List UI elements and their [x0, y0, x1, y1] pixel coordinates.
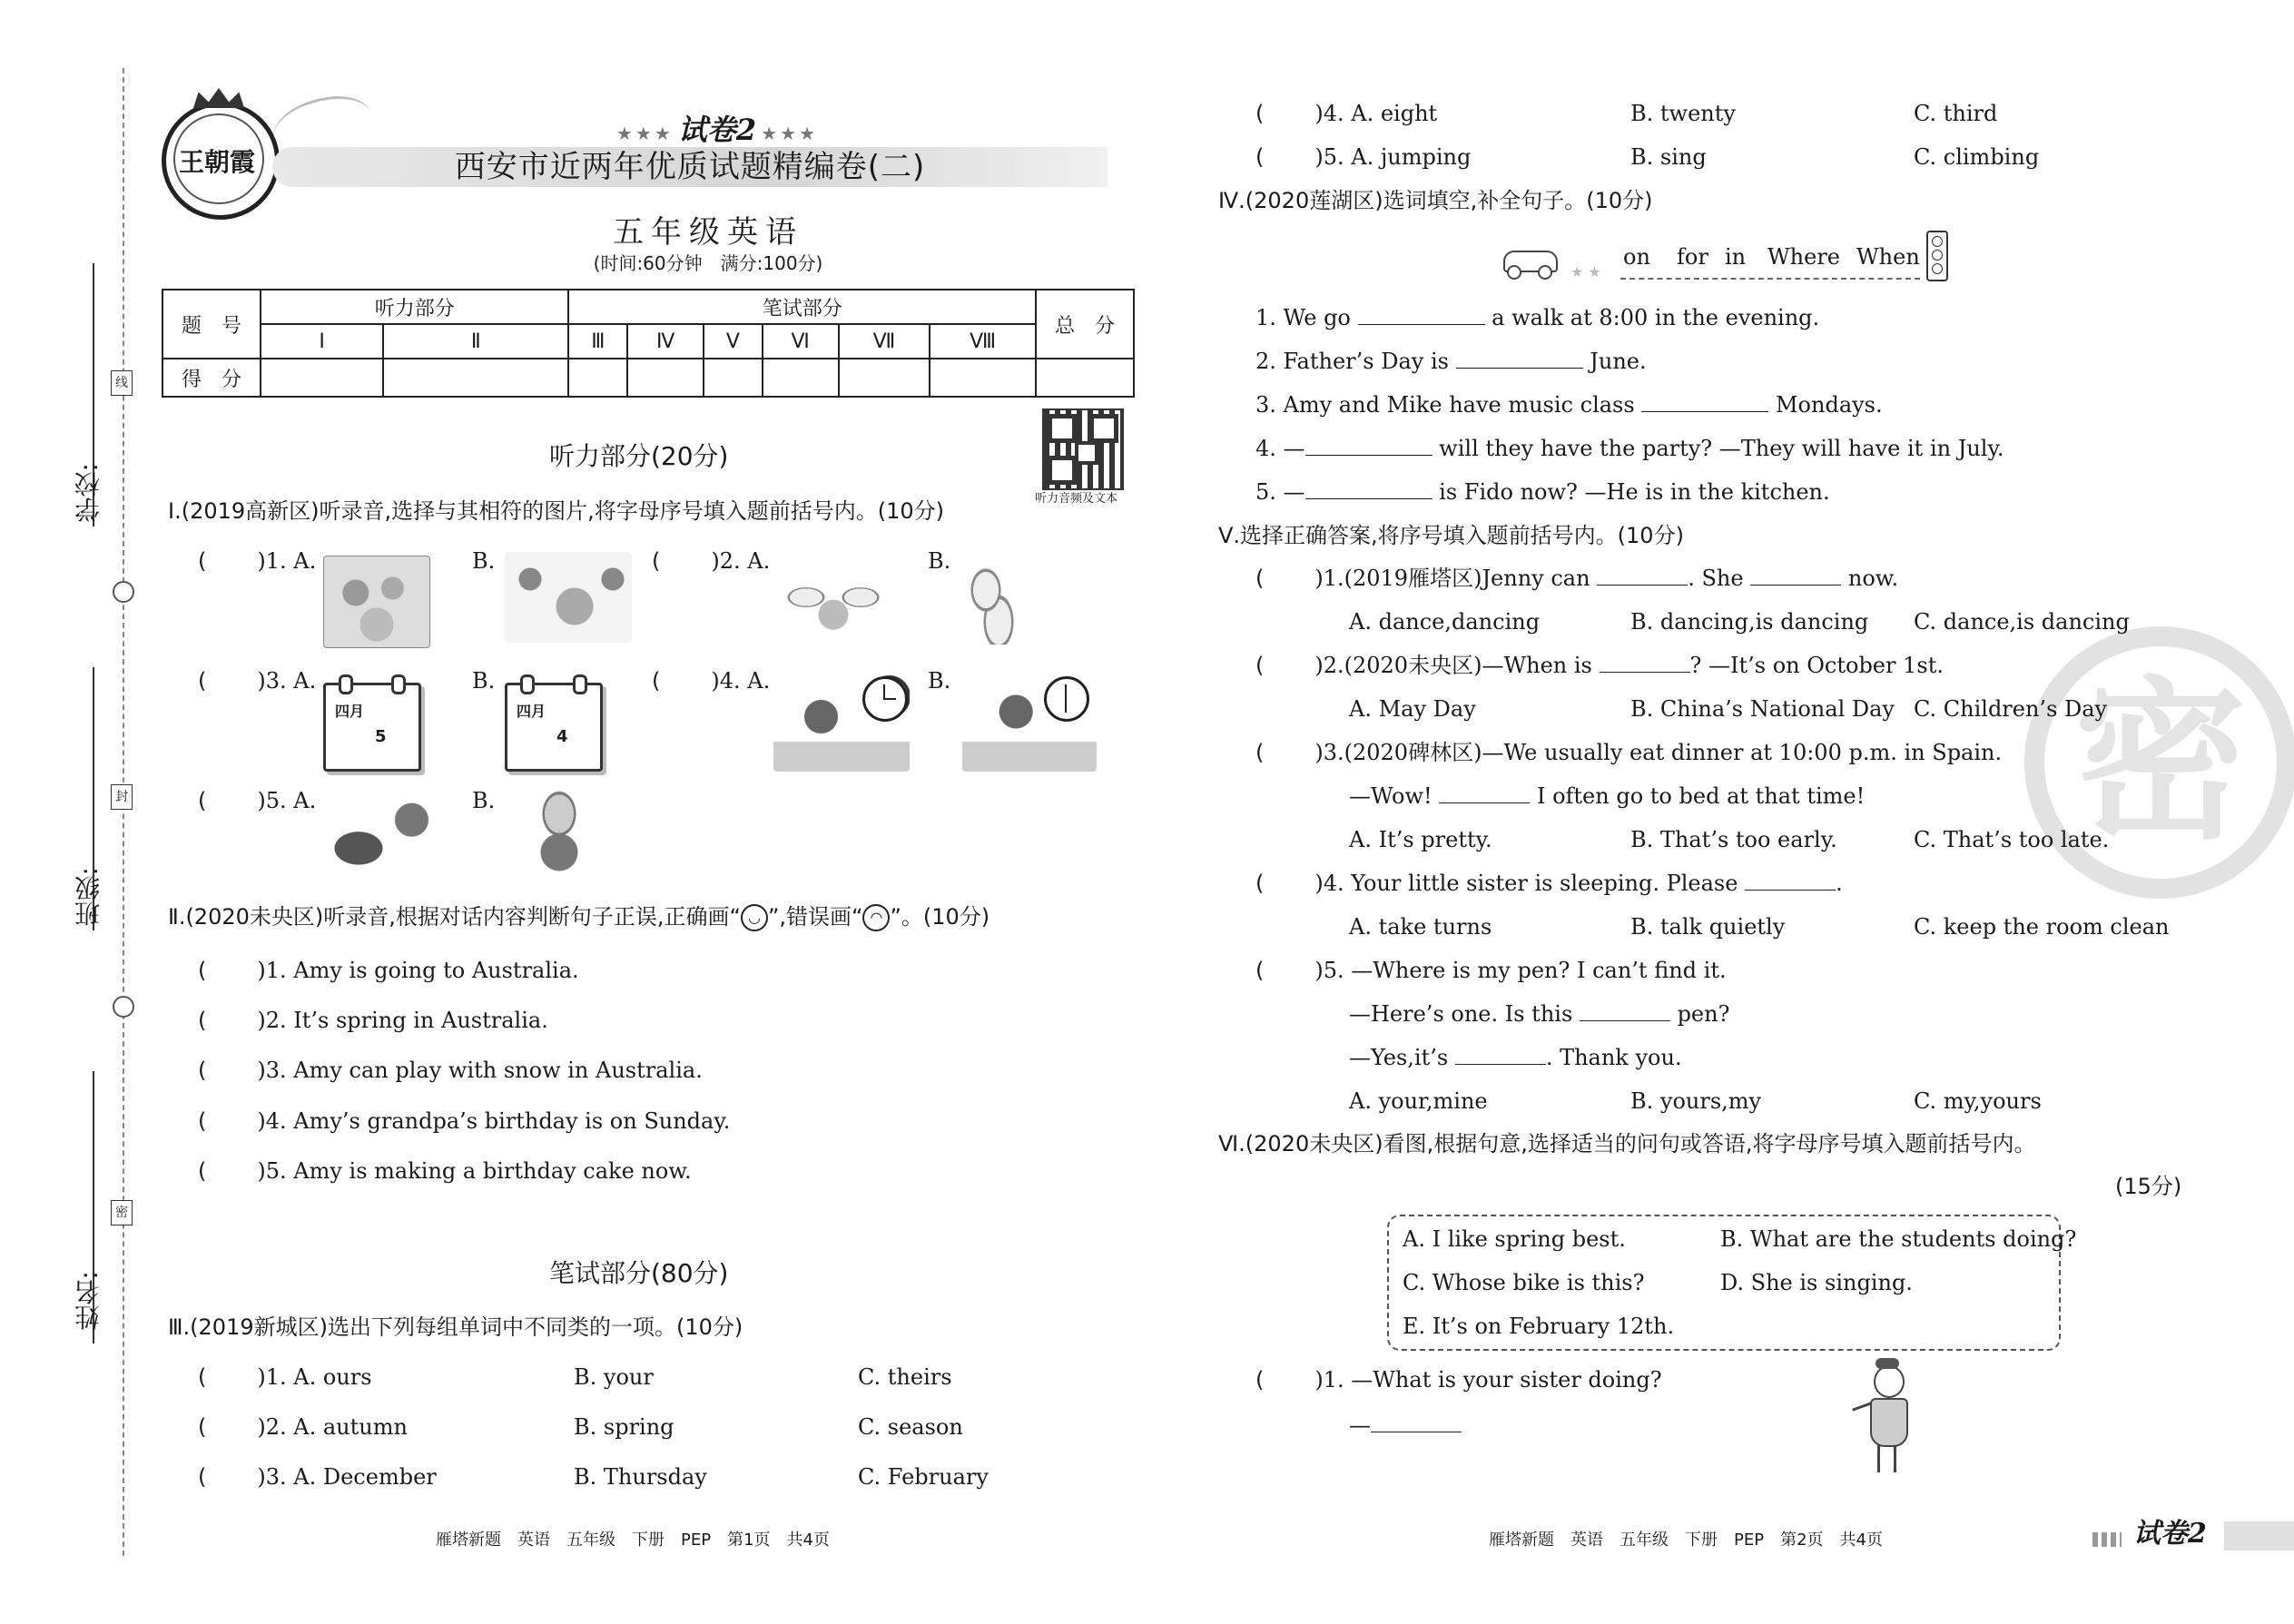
s5-q1-b: B. dancing,is dancing: [1630, 609, 1869, 635]
s5-q5: ( )5. —Where is my pen? I can’t find it.: [1255, 958, 1727, 983]
s4-item4: 4. — will they have the party? —They will have it in July.: [1255, 436, 2004, 461]
score-cell[interactable]: [839, 359, 930, 397]
footer-right: 雁塔新题 英语 五年级 下册 PEP 第2页 共4页: [1489, 1530, 1883, 1550]
score-cell[interactable]: [383, 359, 568, 397]
s3-item3-b: B. Thursday: [574, 1464, 707, 1490]
series-label: ★★★ 试卷2 ★★★: [615, 113, 819, 147]
calendar-a-month: 四月: [335, 703, 365, 720]
s5-q5-line2: —Here’s one. Is this pen?: [1349, 1001, 1730, 1027]
mark-feng: 封: [111, 784, 133, 810]
footer-badge: 试卷2: [2133, 1518, 2207, 1550]
s1-item5: ( )5. A.: [198, 788, 317, 813]
s1-item2-b: B.: [928, 548, 951, 574]
word-when: When: [1856, 244, 1920, 270]
s3-item1-c: C. theirs: [858, 1364, 952, 1390]
answer-blank[interactable]: [1580, 1000, 1670, 1021]
calendar-a-day: 5: [375, 727, 387, 746]
calendar-b: [505, 683, 603, 772]
s1-item3-b: B.: [472, 668, 496, 694]
score-col-1: Ⅰ: [261, 324, 383, 359]
car-icon: [1498, 245, 1561, 278]
word-for: for: [1677, 244, 1708, 270]
footer-badge-decoration: [2092, 1532, 2122, 1547]
score-col-5: Ⅴ: [704, 324, 762, 359]
smile-face-icon: ◡: [741, 904, 768, 931]
sad-face-icon: ◠: [862, 904, 890, 931]
logo-crown-icon: [193, 88, 244, 108]
option-b: B. What are the students doing?: [1720, 1226, 2077, 1252]
s5-q1-c: C. dance,is dancing: [1914, 609, 2130, 635]
picture-girl-with-kangaroo: [505, 790, 614, 886]
answer-blank[interactable]: [1439, 782, 1530, 803]
traffic-light-icon: [1926, 231, 1948, 281]
clock-icon: [1044, 676, 1089, 722]
section4-heading: Ⅳ.(2020莲湖区)选词填空,补全句子。(10分): [1218, 188, 1653, 213]
s5-q4-a: A. take turns: [1349, 914, 1492, 940]
picture-boy-with-dog: [323, 792, 441, 886]
option-a: A. I like spring best.: [1403, 1226, 1626, 1252]
calendar-a: [323, 683, 421, 772]
answer-blank[interactable]: [1750, 565, 1841, 586]
logo-text: 王朝霞: [178, 147, 255, 177]
clock-icon: [862, 676, 908, 722]
score-row-label: 得 分: [162, 359, 261, 397]
option-c: C. Whose bike is this?: [1403, 1270, 1645, 1295]
s3-item1-b: B. your: [574, 1364, 654, 1390]
s3-item2: ( )2. A. autumn: [198, 1414, 408, 1440]
s4-item2: 2. Father’s Day is June.: [1255, 349, 1647, 374]
s2-item5: ( )5. Amy is making a birthday cake now.: [198, 1158, 692, 1184]
listening-part-label: 听力部分: [261, 290, 568, 324]
s2-item3: ( )3. Amy can play with snow in Australia.: [198, 1058, 703, 1083]
option-d: D. She is singing.: [1720, 1270, 1913, 1295]
s5-q5-c: C. my,yours: [1914, 1088, 2042, 1114]
answer-blank[interactable]: [1745, 870, 1836, 891]
answer-blank[interactable]: [1455, 1044, 1546, 1065]
s5-q3-a: A. It’s pretty.: [1349, 827, 1492, 852]
s3-item5-b: B. sing: [1630, 144, 1707, 170]
s1-item1-b: B.: [472, 548, 496, 574]
option-e: E. It’s on February 12th.: [1403, 1314, 1675, 1339]
s3-item5-c: C. climbing: [1914, 144, 2040, 170]
s3-item1: ( )1. A. ours: [198, 1364, 372, 1390]
binding-margin: [0, 0, 154, 1624]
word-bank: [1620, 241, 1920, 280]
s2-item2: ( )2. It’s spring in Australia.: [198, 1008, 548, 1033]
s4-item5: 5. — is Fido now? —He is in the kitchen.: [1255, 479, 1830, 505]
picture-girl-singing: [1852, 1362, 1925, 1480]
s1-item3: ( )3. A.: [198, 668, 317, 694]
total-score-cell[interactable]: [1036, 359, 1134, 397]
stars-decoration: ★ ★: [1570, 263, 1601, 281]
total-label: 总 分: [1036, 290, 1134, 359]
s5-q3-b: B. That’s too early.: [1630, 827, 1837, 852]
answer-blank[interactable]: [1305, 478, 1433, 499]
picture-rabbits-ball: [779, 554, 888, 641]
answer-blank[interactable]: [1456, 348, 1583, 369]
name-label: 姓名:: [74, 1271, 103, 1331]
school-label: 学校:: [74, 463, 103, 523]
s3-item4-c: C. third: [1914, 101, 1998, 126]
picture-people-gardening: [505, 552, 632, 643]
calendar-b-day: 4: [556, 727, 568, 746]
writing-part-label: 笔试部分: [568, 290, 1036, 324]
s5-q5-a: A. your,mine: [1349, 1088, 1488, 1114]
mark-xian: 线: [111, 370, 133, 396]
binding-hole-2: [113, 996, 134, 1018]
picture-family-picnic: [323, 556, 430, 648]
score-cell[interactable]: [261, 359, 383, 397]
score-table-header-label: 题 号: [162, 290, 261, 359]
s3-item2-b: B. spring: [574, 1414, 674, 1440]
score-table: [162, 289, 1135, 398]
score-col-3: Ⅲ: [568, 324, 627, 359]
score-col-4: Ⅳ: [627, 324, 704, 359]
calendar-b-month: 四月: [517, 703, 546, 720]
section5-heading: Ⅴ.选择正确答案,将序号填入题前括号内。(10分): [1218, 523, 1684, 548]
qr-caption: 听力音频及文本: [1035, 492, 1118, 506]
paper-title: 西安市近两年优质试题精编卷(二): [454, 149, 926, 185]
s3-item3-c: C. February: [858, 1464, 989, 1490]
fold-line: [123, 68, 124, 1556]
score-cell[interactable]: [763, 359, 839, 397]
s1-item5-b: B.: [472, 788, 496, 813]
section6-points: (15分): [2115, 1174, 2182, 1199]
s5-q4-c: C. keep the room clean: [1914, 914, 2170, 940]
writing-title: 笔试部分(80分): [549, 1258, 729, 1288]
s5-q2: ( )2.(2020未央区)—When is ? —It’s on October 1st.: [1255, 653, 1944, 678]
s5-q4-b: B. talk quietly: [1630, 914, 1786, 940]
s5-q3-c: C. That’s too late.: [1914, 827, 2110, 852]
s1-item4: ( )4. A.: [652, 668, 771, 694]
logo: [162, 102, 280, 220]
mark-mi: 密: [111, 1200, 133, 1225]
s5-q3-line2: —Wow! I often go to bed at that time!: [1349, 783, 1866, 809]
s5-q5-line3: —Yes,it’s . Thank you.: [1349, 1045, 1682, 1070]
section2-heading: Ⅱ.(2020未央区)听录音,根据对话内容判断句子正误,正确画“ ◡ ”,错误画“ ◠ ”。(10分): [168, 904, 990, 930]
answer-blank[interactable]: [1305, 435, 1433, 456]
s5-q2-b: B. China’s National Day: [1630, 696, 1895, 722]
s4-item1: 1. We go a walk at 8:00 in the evening.: [1255, 305, 1820, 330]
s3-item2-c: C. season: [858, 1414, 963, 1440]
score-col-2: Ⅱ: [383, 324, 568, 359]
answer-blank[interactable]: [1597, 565, 1688, 586]
section6-heading: Ⅵ.(2020未央区)看图,根据句意,选择适当的问句或答语,将字母序号填入题前括号内。: [1218, 1131, 2036, 1156]
listening-title: 听力部分(20分): [549, 441, 729, 471]
s6-q1: ( )1. —What is your sister doing?: [1255, 1367, 1662, 1393]
s3-item4-b: B. twenty: [1630, 101, 1736, 126]
score-cell[interactable]: [627, 359, 704, 397]
score-col-8: Ⅷ: [930, 324, 1036, 359]
s2-item1: ( )1. Amy is going to Australia.: [198, 958, 579, 983]
time-info: (时间:60分钟 满分:100分): [593, 252, 823, 274]
s5-q4: ( )4. Your little sister is sleeping. Please .: [1255, 871, 1843, 896]
s5-q1-a: A. dance,dancing: [1349, 609, 1541, 635]
s5-q3: ( )3.(2020碑林区)—We usually eat dinner at 10:00 p.m. in Spain.: [1255, 740, 2003, 765]
score-col-7: Ⅶ: [839, 324, 930, 359]
qr-code-icon[interactable]: [1042, 408, 1124, 490]
score-cell[interactable]: [704, 359, 762, 397]
binding-hole-1: [113, 581, 134, 603]
word-on: on: [1623, 244, 1650, 270]
s5-q2-a: A. May Day: [1349, 696, 1476, 722]
s1-item2: ( )2. A.: [652, 548, 771, 574]
word-where: Where: [1767, 244, 1841, 270]
watermark-seal: [2024, 626, 2294, 899]
s1-item4-b: B.: [928, 668, 951, 694]
s5-q5-b: B. yours,my: [1630, 1088, 1762, 1114]
watermark-text: 密: [2073, 662, 2247, 862]
section1-heading: Ⅰ.(2019高新区)听录音,选择与其相符的图片,将字母序号填入题前括号内。(10分): [168, 498, 945, 524]
score-cell[interactable]: [568, 359, 627, 397]
s5-q2-c: C. Children’s Day: [1914, 696, 2108, 722]
footer-badge-bar: [2224, 1521, 2294, 1550]
s3-item5: ( )5. A. jumping: [1255, 144, 1472, 170]
s1-item1: ( )1. A.: [198, 548, 317, 574]
class-label: 班级:: [74, 867, 103, 927]
section3-heading: Ⅲ.(2019新城区)选出下列每组单词中不同类的一项。(10分): [168, 1314, 743, 1340]
s4-item3: 3. Amy and Mike have music class Mondays.: [1255, 392, 1883, 418]
footer-left: 雁塔新题 英语 五年级 下册 PEP 第1页 共4页: [436, 1530, 830, 1550]
answer-blank[interactable]: [1600, 652, 1690, 673]
answer-blank[interactable]: [1371, 1412, 1462, 1432]
answer-blank[interactable]: [1641, 391, 1768, 412]
s2-item4: ( )4. Amy’s grandpa’s birthday is on Sunday.: [198, 1108, 731, 1134]
score-col-6: Ⅵ: [763, 324, 839, 359]
answer-blank[interactable]: [1358, 304, 1485, 325]
picture-rabbits-jumping: [960, 554, 1024, 645]
s3-item4: ( )4. A. eight: [1255, 101, 1438, 126]
subject-title: 五年级英语: [613, 214, 803, 251]
score-cell[interactable]: [930, 359, 1036, 397]
word-in: in: [1725, 244, 1747, 270]
s3-item3: ( )3. A. December: [198, 1464, 437, 1490]
s5-q1: ( )1.(2019雁塔区)Jenny can . She now.: [1255, 566, 1899, 591]
s6-q1-line2: —: [1349, 1412, 1462, 1439]
